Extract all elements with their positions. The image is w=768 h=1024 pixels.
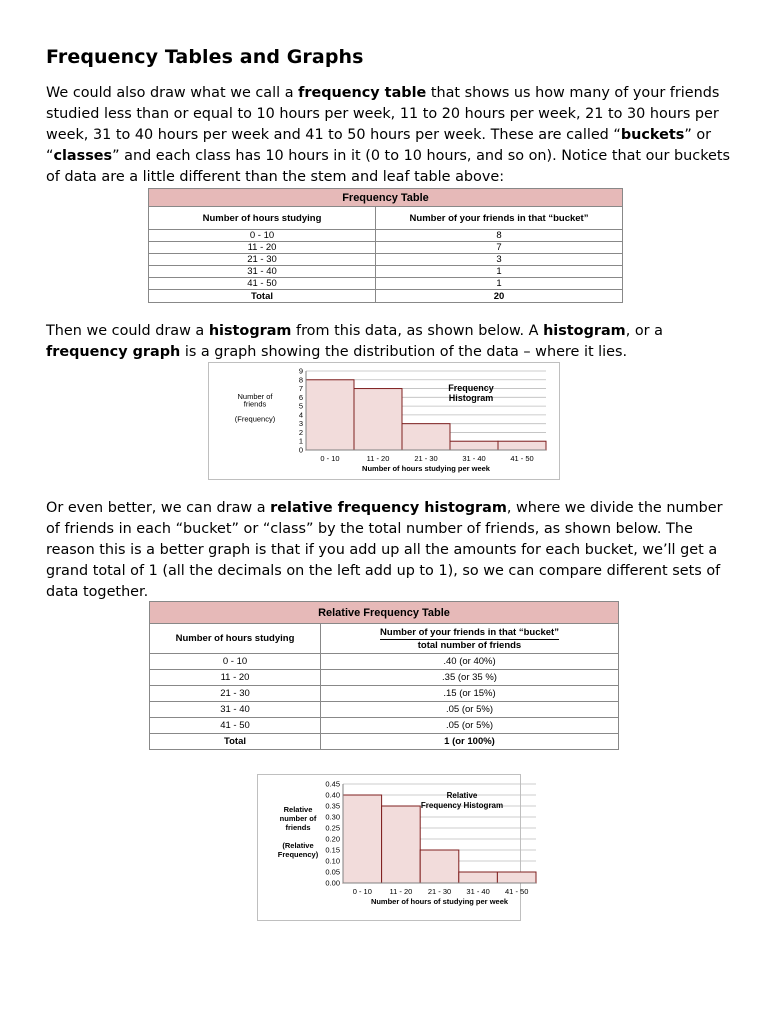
x-tick-label: 0 - 10 [352,887,372,896]
y-tick-label: 0.10 [325,856,340,866]
y-tick-label: 7 [298,384,303,394]
table-cell: .05 (or 5%) [321,718,619,734]
table-cell: Total [150,734,321,750]
x-axis-title: Number of hours of studying per week [370,897,509,906]
x-axis-title: Number of hours studying per week [362,464,490,473]
y-axis-title: Frequency) [277,850,319,859]
table-cell: 3 [376,254,623,266]
table-cell: 31 - 40 [150,702,321,718]
x-tick-label: 31 - 40 [462,454,486,463]
y-axis-title: Relative [283,805,313,814]
y-tick-label: 0.25 [325,823,340,833]
intro-paragraph: We could also draw what we call a frequency table that shows us how many of your friends studied less than or equal to 10 hours per week, 11 to 20 hours per week, 21 to 30 hours per week, 31 to 40 hours per week and 41 to 50 hours per week. These are called “buckets” or “classes” and each class has 10 hours in it (0 to 10 hours, and so on). Notice that our buckets of data are a little different than the stem and leaf table above: [46,85,731,185]
table-cell: 8 [376,230,623,242]
y-tick-label: 0.40 [325,790,340,800]
table-row [149,254,623,266]
table-cell: 41 - 50 [149,278,376,290]
table-cell: 1 [376,278,623,290]
histogram-paragraph: Then we could draw a histogram from this data, as shown below. A histogram, or a frequency graph is a graph showing the distribution of the data – where it lies. [46,323,663,360]
y-axis-title: (Relative [282,841,314,850]
chart-title: Frequency Histogram [420,801,504,810]
table-cell: 1 (or 100%) [321,734,619,750]
page-title: Frequency Tables and Graphs [46,46,364,68]
y-tick-label: 0.45 [325,779,340,789]
table-cell: 1 [376,266,623,278]
x-tick-label: 11 - 20 [366,454,390,463]
histogram-bar [459,872,498,883]
y-tick-label: 0.30 [325,812,340,822]
relative-frequency-histogram-svg [258,775,529,920]
frequency-histogram-svg [209,363,559,479]
histogram-bar [382,806,421,883]
x-tick-label: 41 - 50 [510,454,534,463]
table-cell: .35 (or 35 %) [321,670,619,686]
table-cell: 0 - 10 [149,230,376,242]
frequency-table-header-friends: Number of your friends in that “bucket” [376,207,623,230]
y-tick-label: 0.35 [325,801,340,811]
histogram-bar [343,795,382,883]
chart-title: Relative [446,791,478,800]
x-tick-label: 31 - 40 [466,887,490,896]
table-total-row [149,290,623,303]
table-cell: 11 - 20 [149,242,376,254]
table-cell: .40 (or 40%) [321,654,619,670]
histogram-bar [402,424,450,450]
histogram-bar [354,389,402,450]
y-tick-label: 6 [298,392,303,402]
table-row [150,702,619,718]
table-row [150,686,619,702]
y-tick-label: 5 [298,401,303,411]
x-tick-label: 21 - 30 [414,454,438,463]
y-tick-label: 3 [298,419,303,429]
table-cell: 21 - 30 [150,686,321,702]
frequency-table-caption: Frequency Table [149,189,623,207]
y-tick-label: 8 [298,375,303,385]
table-cell: 21 - 30 [149,254,376,266]
table-row [149,242,623,254]
histogram-bar [497,872,536,883]
y-tick-label: 2 [298,427,303,437]
fraction-numerator: Number of your friends in that “bucket” [380,626,559,638]
x-tick-label: 41 - 50 [505,887,529,896]
chart-title: Frequency [448,383,494,393]
y-axis-title: (Frequency) [234,414,276,424]
relative-paragraph: Or even better, we can draw a relative frequency histogram, where we divide the number of friends in each “bucket” or “class” by the total number of friends, as shown below. The reason this is a better graph is that if you add up all the amounts for each bucket, we’ll get a grand total of 1 (all the decimals on the left add up to 1), so we can compare different sets of data together. [46,500,723,600]
histogram-bar [306,380,354,450]
table-row [149,278,623,290]
relative-table-header-hours: Number of hours studying [150,624,321,654]
y-tick-label: 0.15 [325,845,340,855]
frequency-table-header-hours: Number of hours studying [149,207,376,230]
table-cell: 11 - 20 [150,670,321,686]
frequency-table [148,188,623,303]
table-total-row [150,734,619,750]
y-axis-title: friends [285,823,311,832]
table-cell: .05 (or 5%) [321,702,619,718]
y-tick-label: 4 [298,410,303,420]
relative-frequency-table [149,601,619,750]
table-cell: 31 - 40 [149,266,376,278]
x-tick-label: 0 - 10 [320,454,340,463]
table-cell: 0 - 10 [150,654,321,670]
y-tick-label: 9 [298,366,303,376]
fraction-denominator: total number of friends [417,639,522,651]
table-row [149,266,623,278]
y-tick-label: 0 [298,445,303,455]
y-tick-label: 1 [298,436,303,446]
table-row [149,230,623,242]
relative-frequency-histogram-chart [257,774,529,921]
y-tick-label: 0.00 [325,878,340,888]
table-cell: .15 (or 15%) [321,686,619,702]
table-row [150,718,619,734]
table-row [150,654,619,670]
chart-title: Histogram [448,393,494,403]
y-tick-label: 0.20 [325,834,340,844]
y-tick-label: 0.05 [325,867,340,877]
table-cell: 20 [376,290,623,303]
table-cell: 41 - 50 [150,718,321,734]
y-axis-title: friends [243,399,267,409]
x-tick-label: 11 - 20 [389,887,413,896]
histogram-bar [420,850,459,883]
relative-table-header-fraction [321,624,619,654]
relative-table-caption: Relative Frequency Table [150,602,619,624]
table-cell: Total [149,290,376,303]
frequency-histogram-chart [208,362,560,480]
y-axis-title: Number of [237,392,273,401]
table-row [150,670,619,686]
y-axis-title: number of [279,814,317,823]
x-tick-label: 21 - 30 [427,887,452,896]
table-cell: 7 [376,242,623,254]
histogram-bar [498,441,546,450]
histogram-bar [450,441,498,450]
